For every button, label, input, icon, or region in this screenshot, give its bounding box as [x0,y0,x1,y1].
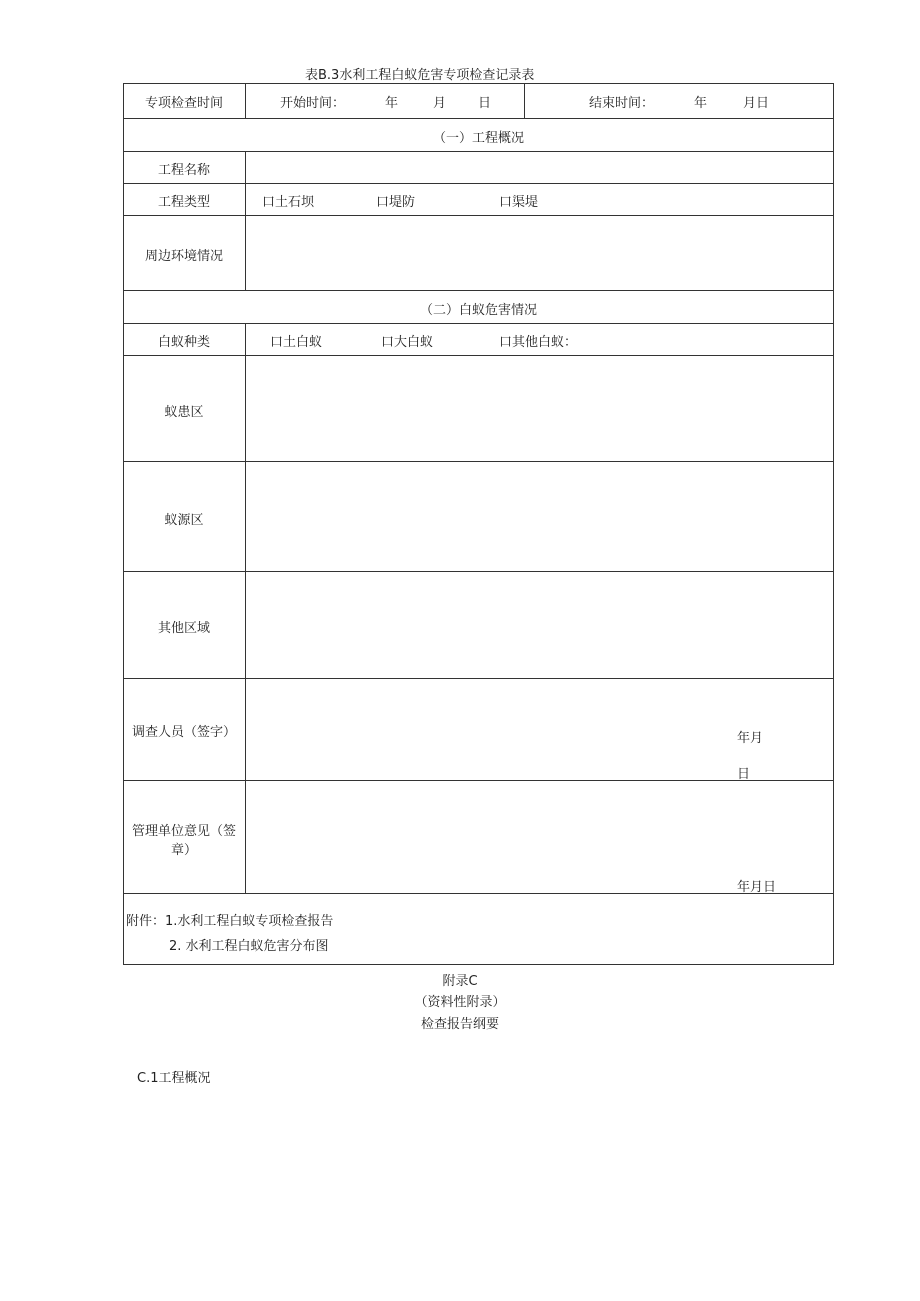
row-divider [123,678,834,679]
col-divider [245,83,246,118]
row-divider [123,893,834,894]
col-divider [245,323,246,893]
checkbox-earth-rock-dam[interactable]: 口土石坝 [262,195,315,210]
row-divider [123,461,834,462]
row-divider [123,355,834,356]
start-time-label: 开始时间： [280,96,346,111]
time-label: 专项检查时间 [144,96,223,111]
start-day: 日 [478,96,492,111]
end-month-day: 月日 [743,96,770,111]
project-type-label: 工程类型 [157,195,210,210]
investigator-date-year-month: 年月 [737,731,764,746]
row-divider [123,290,834,291]
row-divider [123,118,834,119]
management-date: 年月日 [737,880,777,895]
checkbox-large-termite[interactable]: 口大白蚁 [381,335,434,350]
row-divider [123,215,834,216]
investigator-date-day: 日 [737,767,751,782]
attachment-item-1: 附件：1.水利工程白蚁专项检查报告 [126,914,334,929]
termite-species-label: 白蚁种类 [157,335,210,350]
checkbox-levee[interactable]: 口堤防 [376,195,416,210]
investigator-label: 调查人员（签字） [131,725,236,740]
checkbox-canal-embankment[interactable]: 口渠堤 [499,195,539,210]
section-heading-overview: （一）工程概况 [432,131,524,146]
appendix-title: 附录C [442,974,478,989]
table-title: 表B.3水利工程白蚁危害专项检查记录表 [305,68,535,83]
row-divider [123,571,834,572]
appendix-heading: 检查报告纲要 [420,1017,499,1032]
row-divider [123,183,834,184]
row-divider [123,780,834,781]
row-divider [123,323,834,324]
checkbox-other-termite[interactable]: 口其他白蚁： [499,335,578,350]
other-area-label: 其他区域 [157,621,210,636]
end-time-label: 结束时间： [589,96,655,111]
col-divider [524,83,525,118]
attachment-item-2: 2. 水利工程白蚁危害分布图 [169,939,329,954]
section-heading-termite: （二）白蚁危害情况 [419,303,537,318]
source-area-label: 蚁源区 [164,513,204,528]
start-month: 月 [433,96,447,111]
infested-area-label: 蚁患区 [164,405,204,420]
start-year: 年 [385,96,399,111]
surroundings-label: 周边环境情况 [144,249,223,264]
checkbox-soil-termite[interactable]: 口土白蚁 [270,335,323,350]
appendix-subtitle: （资料性附录） [414,995,506,1010]
end-year: 年 [694,96,708,111]
management-opinion-label: 管理单位意见（签 [131,824,236,839]
management-opinion-label-cont: 章） [170,843,197,858]
project-name-label: 工程名称 [157,163,210,178]
appendix-section-heading: C.1工程概况 [137,1071,211,1086]
col-divider [245,151,246,290]
row-divider [123,151,834,152]
